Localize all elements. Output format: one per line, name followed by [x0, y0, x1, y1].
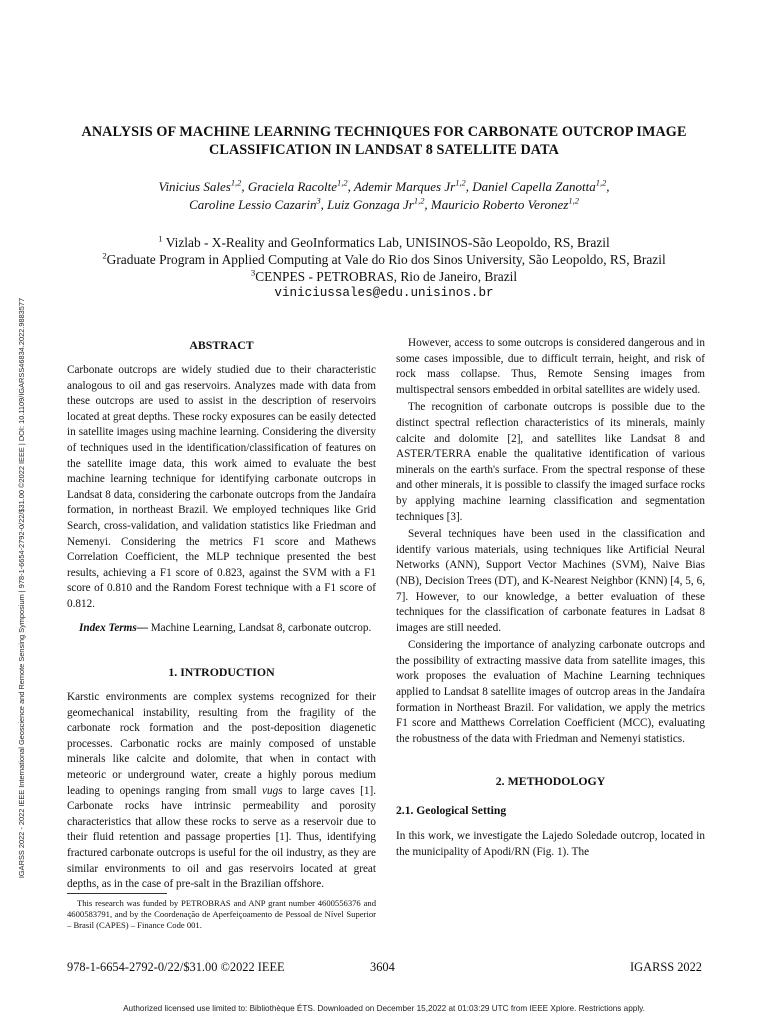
funding-footnote — [67, 893, 376, 932]
index-terms-label: Index Terms— — [79, 621, 148, 634]
affiliations — [40, 234, 728, 302]
paper-title — [40, 123, 728, 159]
abstract-body: Carbonate outcrops are widely studied due to their characteristic analogous to oil and gas reservoirs. Analyzes made with data from these outcrops are used to assist in the description of reservoirs located at great depths. These rocky exposures can be easily detected in satellite images using machine learning. Considering the diversity of techniques used in the identification/classification of features on the satellite image data, this work aimed to evaluate the best machine learning technique for identifying carbonate outcrops in Landsat 8 data, considering the carbonate outcrops from the Jandaíra formation, in northeast Brazil. We employed techniques like Grid Search, cross-validation, and validation statistics like Friedman and Nemenyi. Considering the metrics F1 score and Mathews Correlation Coefficient, the MLP technique presented the best results, achieving a F1 score of 0.823, against the SVM with a F1 score of 0.810 and the Random Forest technique with a F1 score of 0.812. — [67, 364, 376, 610]
author-name: Vinicius Sales — [158, 179, 231, 194]
author-affil-sup: 1,2 — [230, 177, 242, 188]
author-name: Mauricio Roberto Veronez — [430, 197, 569, 212]
side-doi-strip: IGARSS 2022 - 2022 IEEE International Geoscience and Remote Sensing Symposium | 978-1-6654-2792-0/22/$31.00 ©2022 IEEE | DOI: 10.1109/IGARSS46834.2022.9883577 — [17, 297, 26, 879]
author-name: Daniel Capella Zanotta — [472, 179, 596, 194]
affiliation-3: $^3$CENPES - PETROBRAS, Rio de Janeiro, Brazil — [250, 267, 518, 284]
intro-paragraph-2: However, access to some outcrops is considered dangerous and in some cases impossible, due to difficult terrain, height, and risk of rock mass collapse. Thus, Remote Sensing images from multispectral sensors embedded in orbital satellites are widely used. — [396, 337, 705, 396]
author-affil-sup: 3 — [316, 195, 321, 206]
intro-paragraph-5: Considering the importance of analyzing carbonate outcrops and the possibility of extracting massive data from satellite images, this work proposes the evaluation of Machine Learning techniques applied to Landsat 8 satellite images of outcrop areas in the Jandaíra formation in Northeast Brazil. For validation, we apply the metrics F1 score and Matthews Correlation Coefficient (MCC), evaluating the robustness of the data with Friedman and Nemenyi statistics. — [396, 639, 705, 745]
affiliation-2: $^2$Graduate Program in Applied Computing at Vale do Rio dos Sinos University, São Leopoldo, RS, Brazil — [102, 250, 666, 267]
author-name: Caroline Lessio Cazarin — [189, 197, 317, 212]
author-affil-sup: 1,2 — [568, 195, 579, 206]
introduction-heading: 1. INTRODUCTION — [168, 665, 275, 680]
authorized-use-notice: Authorized licensed use limited to: Bibliothèque ÉTS. Downloaded on December 15,2022 at 01:03:29 UTC from IEEE Xplore. Restrictions apply. — [123, 1004, 645, 1013]
author-list — [40, 178, 728, 214]
footer-isbn: 978-1-6654-2792-0/22/$31.00 ©2022 IEEE — [67, 960, 285, 974]
contact-email[interactable]: viniciussales@edu.unisinos.br — [274, 286, 494, 300]
author-line-2: Caroline Lessio Cazarin$^3$, Luiz Gonzaga Jr$^{1,2}$, Mauricio Roberto Veronez$^{1,2}$ — [189, 195, 579, 212]
title-line-2: CLASSIFICATION IN LANDSAT 8 SATELLITE DATA — [209, 142, 559, 158]
author-affil-sup: 1,2 — [337, 177, 348, 188]
affiliation-1: $^1$ Vizlab - X-Reality and GeoInformatics Lab, UNISINOS-São Leopoldo, RS, Brazil — [158, 233, 610, 250]
author-name: Luiz Gonzaga Jr — [327, 197, 414, 212]
author-affil-sup: 1,2 — [455, 177, 466, 188]
title-line-1: ANALYSIS OF MACHINE LEARNING TECHNIQUES FOR CARBONATE OUTCROP IMAGE — [81, 124, 687, 140]
geological-setting-subheading: 2.1. Geological Setting — [396, 804, 507, 818]
intro-paragraph-3: The recognition of carbonate outcrops is possible due to the distinct spectral reflection characteristics of its minerals, mainly calcite and dolomite [2], and satellites like Landsat 8 and ASTER/TERRA enable the qualitative identification of various minerals on the earth's surface. From the spectral response of these and other minerals, it is possible to classify the imaged surface rocks by applying machine learning classification and segmentation techniques [3]. — [396, 401, 705, 523]
index-terms — [67, 621, 376, 637]
author-affil-sup: 1,2 — [413, 195, 425, 206]
author-name: Graciela Racolte — [247, 179, 338, 194]
author-name: Ademir Marques Jr — [353, 179, 456, 194]
methodology-heading: 2. METHODOLOGY — [495, 774, 606, 789]
author-line-1: Vinicius Sales$^{1,2}$, Graciela Racolte$^{1,2}$, Ademir Marques Jr$^{1,2}$, Daniel Capella Zanotta$^{1,2}$, — [158, 177, 610, 194]
footer-page-number: 3604 — [370, 960, 395, 974]
index-terms-list: Machine Learning, Landsat 8, carbonate outcrop. — [147, 621, 372, 634]
footer-conference: IGARSS 2022 — [630, 960, 702, 974]
left-column — [67, 337, 376, 893]
right-column — [396, 334, 705, 860]
footnote-rule — [67, 893, 167, 894]
footnote-text: This research was funded by PETROBRAS and ANP grant number 4600556376 and 4600583791, and by the Coordenação de Aperfeiçoamento de Pessoal de Nível Superior – Brasil (CAPES) – Finance Code 001. — [67, 898, 376, 931]
methodology-paragraph-1: In this work, we investigate the Lajedo Soledade outcrop, located in the municipality of Apodi/RN (Fig. 1). The — [396, 830, 705, 858]
intro-paragraph-1: Karstic environments are complex systems recognized for their geomechanical instability, resulting from the fragility of the carbonate rock formation and the post-deposition diagenetic processes. Carbonatic rocks are mainly composed of unstable minerals like calcite and dolomite, that when in contact with meteoric or underground water, create a highly porous medium leading to openings ranging from small vugs to large caves [1]. Carbonate rocks have intrinsic permeability and porosity characteristics that allow these rocks to serve as a reservoir due to their fluid retention and passage properties [1]. Thus, identifying fractured carbonate outcrops is useful for the oil industry, as they are similar environments to oil and gas reservoirs located at great depths, as in the case of pre-salt in the Brazilian offshore. — [67, 691, 377, 891]
abstract-heading: ABSTRACT — [189, 338, 254, 352]
intro-paragraph-4: Several techniques have been used in the classification and identify various materials, using techniques like Artificial Neural Networks (ANN), Support Vector Machines (SVM), Naive Bias (NB), Decision Trees (DT), and K-Nearest Neighbor (KNN) [4, 5, 6, 7]. However, to our knowledge, a better evaluation of these techniques for the classification of carbonate features in Ladsat 8 images are still needed. — [396, 528, 705, 634]
author-affil-sup: 1,2 — [595, 177, 607, 188]
